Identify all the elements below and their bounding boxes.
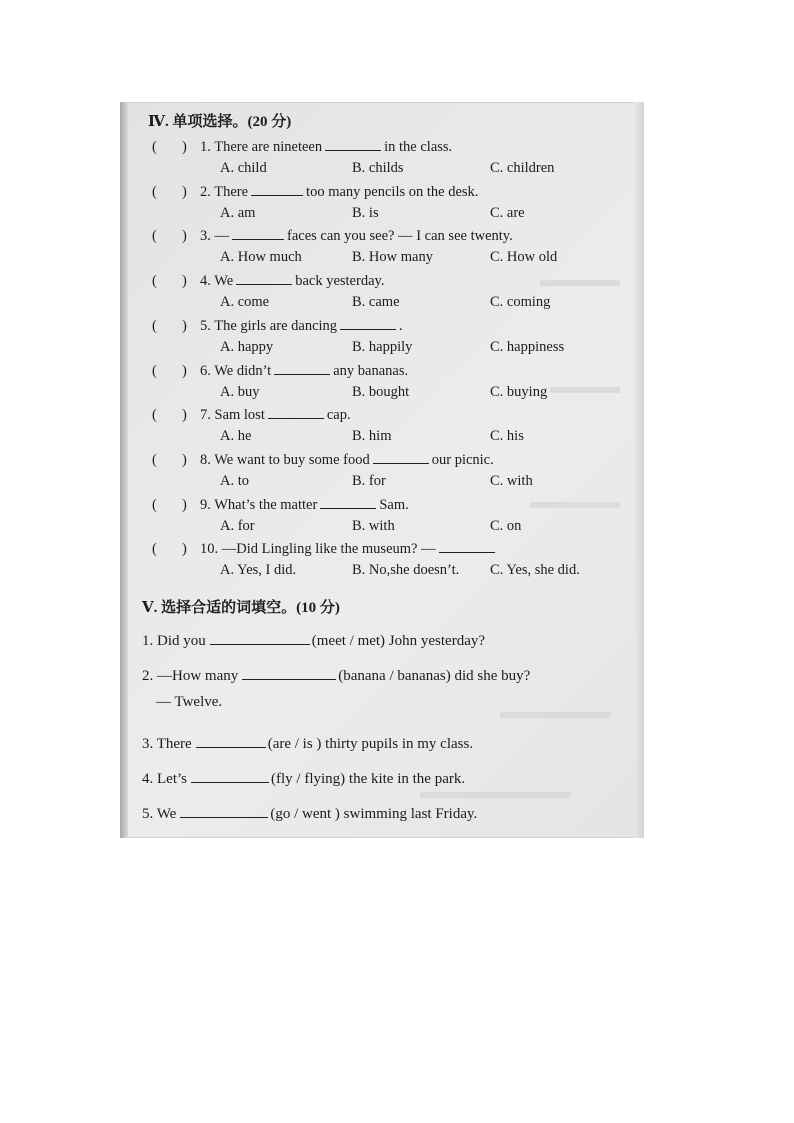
- option-b[interactable]: B. came: [352, 294, 400, 311]
- option-c[interactable]: C. Yes, she did.: [490, 562, 580, 579]
- option-b[interactable]: B. with: [352, 517, 395, 534]
- question-text: 10. —Did Lingling like the museum? —: [200, 541, 436, 558]
- option-a[interactable]: A. for: [220, 517, 255, 534]
- question-text-after: Sam.: [379, 496, 409, 513]
- question-text-after: .: [399, 317, 403, 334]
- option-b[interactable]: B. for: [352, 472, 386, 489]
- fill-in-row: [142, 735, 473, 753]
- answer-blank[interactable]: [373, 451, 429, 464]
- option-c[interactable]: C. coming: [490, 294, 551, 311]
- answer-bracket-open: (: [152, 228, 157, 245]
- section-4-title: Ⅳ. 单项选择。(20 分): [148, 114, 292, 130]
- answer-bracket-close: ): [182, 496, 187, 513]
- fill-in-text: 4. Let’s: [142, 771, 187, 787]
- question-row: [152, 183, 478, 201]
- question-text: 5. The girls are dancing: [200, 317, 338, 334]
- answer-bracket-open: (: [152, 183, 157, 200]
- answer-bracket-close: ): [182, 317, 187, 334]
- option-a[interactable]: A. he: [220, 428, 252, 445]
- question-text: 4. We: [200, 273, 234, 290]
- answer-blank[interactable]: [325, 138, 381, 151]
- fill-in-text: 1. Did you: [142, 633, 206, 649]
- answer-bracket-close: ): [182, 139, 187, 155]
- answer-blank[interactable]: [236, 272, 292, 285]
- question-row: [152, 451, 494, 469]
- fill-in-text: 5. We: [142, 806, 177, 822]
- photo-left-shadow: [120, 102, 128, 838]
- option-a[interactable]: A. am: [220, 204, 256, 221]
- question-text: 3. —: [200, 228, 229, 245]
- option-a[interactable]: A. come: [220, 294, 270, 311]
- option-c[interactable]: C. buying: [490, 383, 548, 400]
- answer-bracket-open: (: [152, 273, 157, 290]
- answer-blank[interactable]: [274, 362, 330, 375]
- option-c[interactable]: C. happiness: [490, 338, 565, 355]
- fill-in-row: [142, 632, 485, 650]
- fill-in-text-after: (go / went ) swimming last Friday.: [270, 806, 478, 822]
- answer-bracket-open: (: [152, 317, 157, 334]
- fill-in-blank[interactable]: [242, 667, 336, 680]
- answer-blank[interactable]: [320, 496, 376, 509]
- answer-bracket-close: ): [182, 362, 187, 379]
- question-text-after: back yesterday.: [295, 273, 385, 290]
- question-text-after: cap.: [326, 407, 351, 424]
- fill-in-text-after: (are / is ) thirty pupils in my class.: [267, 736, 474, 752]
- answer-bracket-close: ): [182, 273, 187, 290]
- option-a[interactable]: A. Yes, I did.: [220, 562, 297, 579]
- question-row: [152, 540, 498, 558]
- fill-in-blank[interactable]: [191, 770, 269, 783]
- question-row: [152, 406, 351, 424]
- answer-blank[interactable]: [251, 183, 303, 196]
- option-b[interactable]: B. No,she doesn’t.: [352, 562, 460, 579]
- option-b[interactable]: B. How many: [352, 249, 433, 266]
- fill-in-row: [142, 667, 530, 685]
- question-text: 7. Sam lost: [200, 407, 265, 424]
- fill-in-text-after: (meet / met) John yesterday?: [311, 633, 486, 649]
- option-c[interactable]: C. are: [490, 204, 525, 221]
- fill-in-text: 2. —How many: [142, 668, 239, 684]
- option-c[interactable]: C. with: [490, 472, 533, 489]
- option-c[interactable]: C. his: [490, 428, 524, 445]
- bleed-through-mark: [420, 792, 570, 798]
- fill-in-blank[interactable]: [180, 805, 268, 818]
- answer-bracket-open: (: [152, 496, 157, 513]
- answer-blank[interactable]: [340, 317, 396, 330]
- scanned-worksheet-photo: [120, 102, 644, 838]
- question-text: 6. We didn’t: [200, 362, 272, 379]
- answer-bracket-open: (: [152, 541, 157, 558]
- question-row: [152, 227, 513, 245]
- question-text: 8. We want to buy some food: [200, 451, 370, 468]
- question-text-after: our picnic.: [431, 451, 494, 468]
- fill-in-text-after: (banana / bananas) did she buy?: [338, 668, 531, 684]
- answer-bracket-close: ): [182, 451, 187, 468]
- section-5-title: Ⅴ. 选择合适的词填空。(10 分): [142, 600, 340, 616]
- option-c[interactable]: C. How old: [490, 249, 558, 266]
- question-row: [152, 496, 409, 514]
- option-a[interactable]: A. happy: [220, 338, 274, 355]
- question-text: 1. There are nineteen: [200, 139, 323, 155]
- answer-bracket-open: (: [152, 139, 157, 155]
- answer-blank[interactable]: [439, 540, 495, 553]
- question-row: [152, 272, 384, 290]
- fill-in-blank[interactable]: [196, 735, 266, 748]
- option-c[interactable]: C. children: [490, 160, 555, 176]
- option-b[interactable]: B. bought: [352, 383, 410, 400]
- answer-bracket-open: (: [152, 362, 157, 379]
- answer-bracket-close: ): [182, 541, 187, 558]
- option-b[interactable]: B. him: [352, 428, 392, 445]
- option-b[interactable]: B. happily: [352, 338, 413, 355]
- bleed-through-mark: [500, 712, 610, 718]
- question-row: [152, 362, 408, 380]
- fill-in-text-after: (fly / flying) the kite in the park.: [271, 771, 466, 787]
- question-text: 9. What’s the matter: [200, 496, 318, 513]
- fill-in-row: [142, 805, 477, 823]
- option-a[interactable]: A. How much: [220, 249, 302, 266]
- answer-bracket-close: ): [182, 183, 187, 200]
- question-text-after: too many pencils on the desk.: [306, 183, 479, 200]
- bleed-through-mark: [550, 387, 620, 393]
- fill-in-answer-line: — Twelve.: [156, 694, 223, 710]
- question-text-after: any bananas.: [333, 362, 409, 379]
- option-a[interactable]: A. child: [220, 160, 267, 176]
- fill-in-text: 3. There: [142, 736, 192, 752]
- answer-bracket-open: (: [152, 451, 157, 468]
- photo-right-shadow: [634, 102, 644, 838]
- question-text-after: faces can you see? — I can see twenty.: [287, 228, 513, 245]
- fill-in-row: [142, 770, 465, 788]
- option-a[interactable]: A. buy: [220, 383, 260, 400]
- answer-blank[interactable]: [268, 406, 324, 419]
- option-a[interactable]: A. to: [220, 472, 249, 489]
- bleed-through-mark: [530, 502, 620, 508]
- option-b[interactable]: B. childs: [352, 160, 404, 176]
- question-text-after: in the class.: [384, 139, 453, 155]
- question-row: [152, 138, 452, 156]
- answer-bracket-close: ): [182, 228, 187, 245]
- answer-bracket-open: (: [152, 407, 157, 424]
- bleed-through-mark: [540, 280, 620, 286]
- fill-in-blank[interactable]: [210, 632, 310, 645]
- answer-bracket-close: ): [182, 407, 187, 424]
- question-text: 2. There: [200, 183, 249, 200]
- question-row: [152, 317, 403, 335]
- option-c[interactable]: C. on: [490, 517, 522, 534]
- option-b[interactable]: B. is: [352, 204, 379, 221]
- answer-blank[interactable]: [232, 227, 284, 240]
